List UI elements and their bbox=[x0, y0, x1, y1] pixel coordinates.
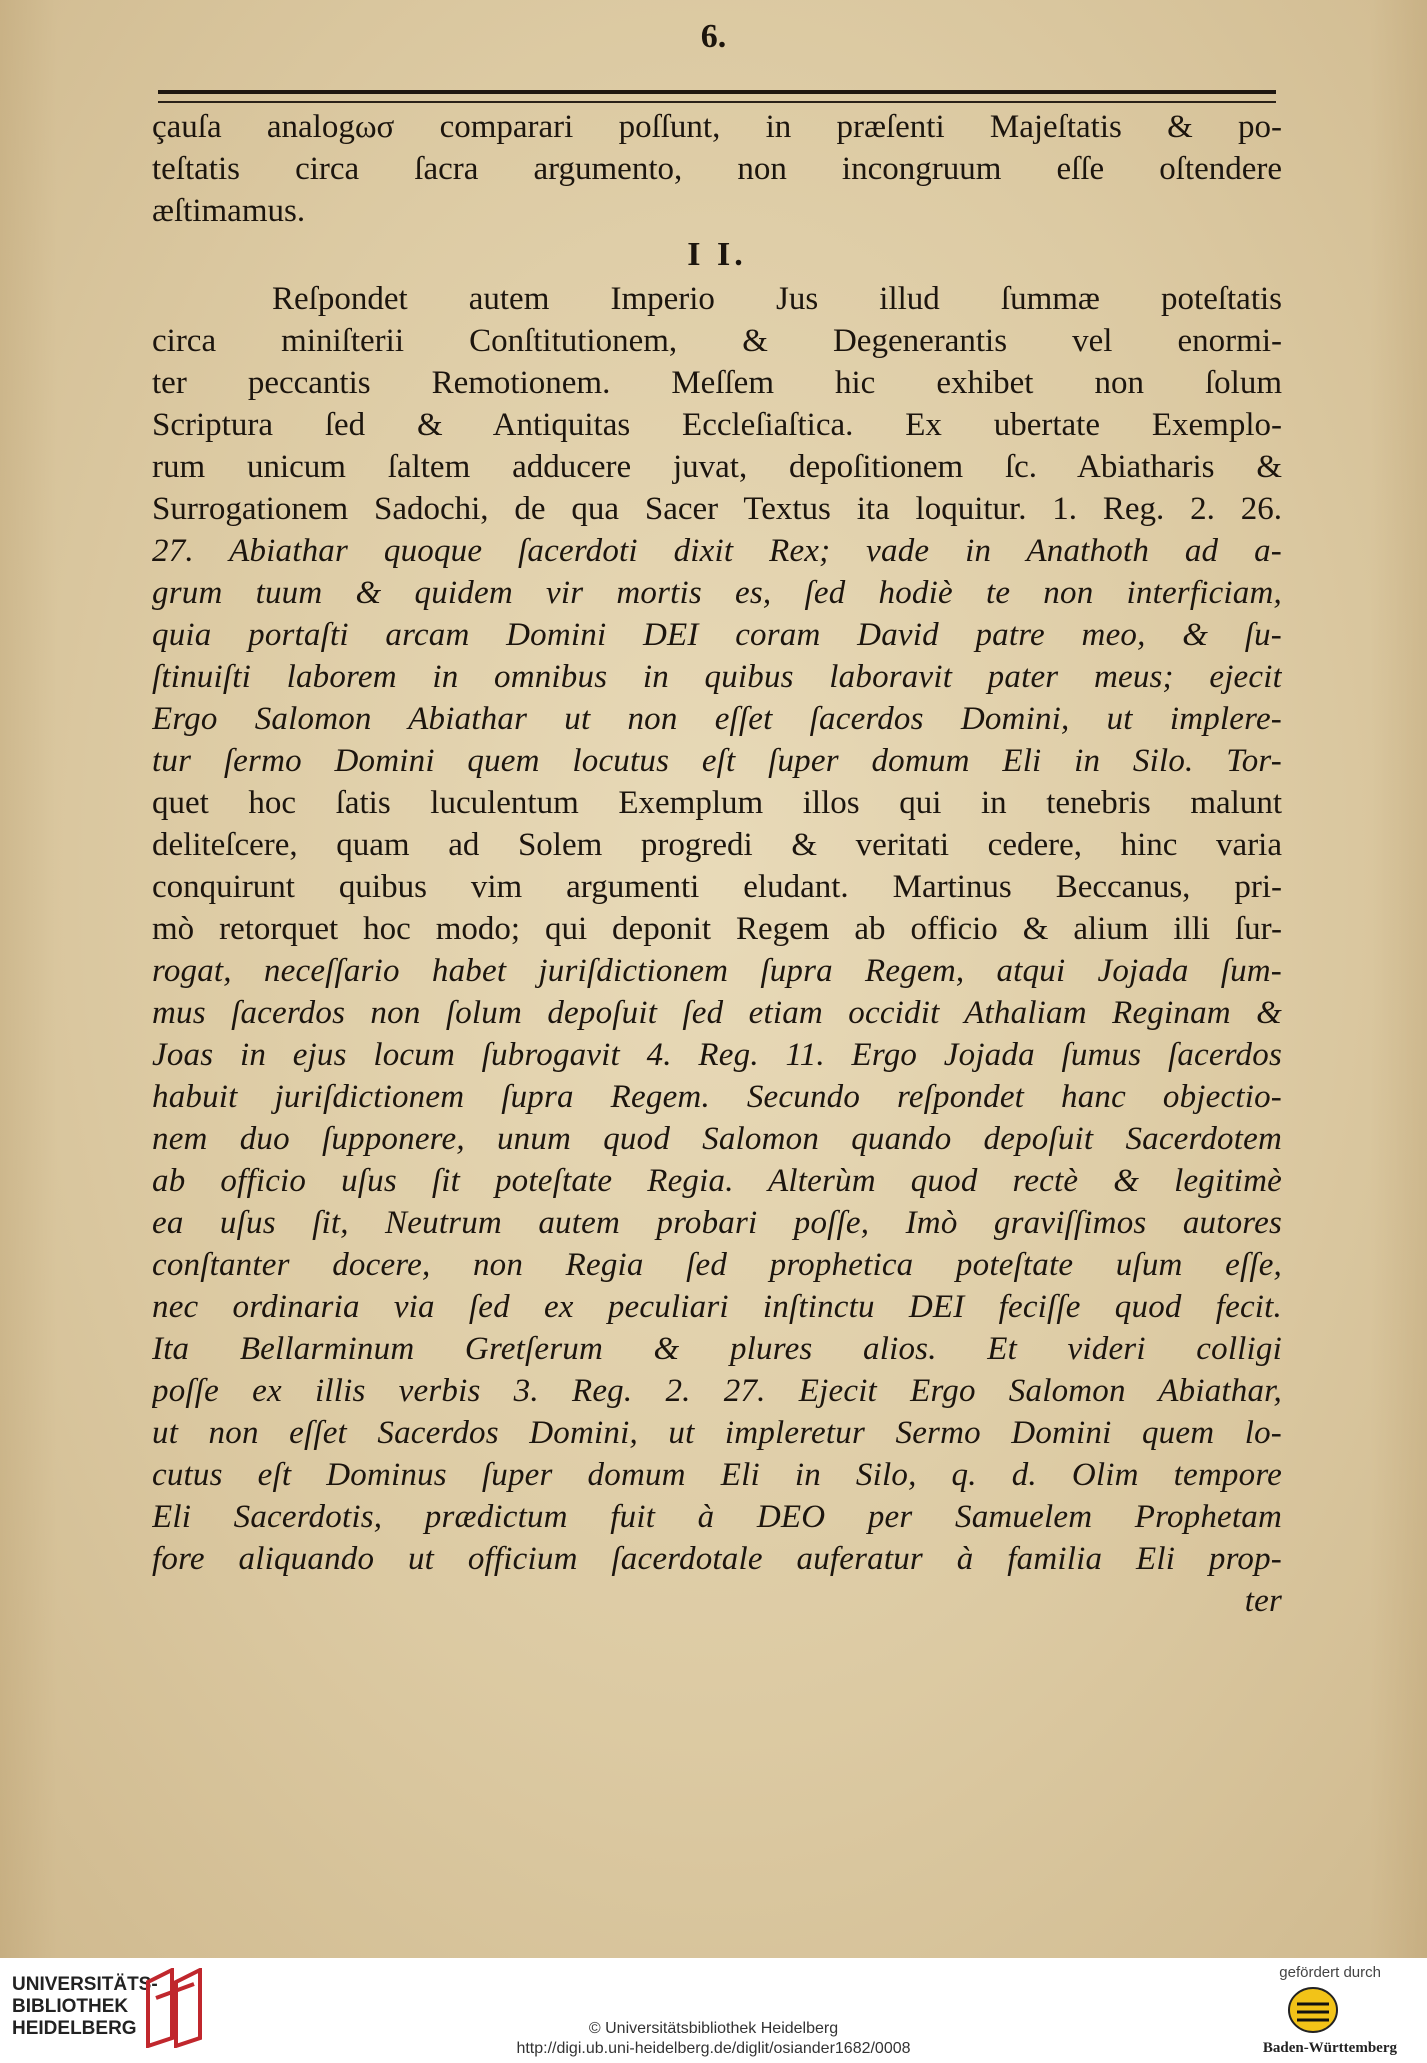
text-line: ab officio uſus ſit poteſtate Regia. Alterùm quod rectè & legitimè bbox=[152, 1163, 1282, 1199]
text-line: quet hoc ſatis luculentum Exemplum illos qui in tenebris malunt bbox=[152, 785, 1282, 821]
text-line: Joas in ejus locum ſubrogavit 4. Reg. 11. Ergo Jojada ſumus ſacerdos bbox=[152, 1037, 1282, 1073]
text-line: habuit juriſdictionem ſupra Regem. Secundo reſpondet hanc objectio- bbox=[152, 1079, 1282, 1115]
page-number: 6. bbox=[700, 18, 727, 55]
copyright-text: © Universitätsbibliothek Heidelberg bbox=[588, 2020, 839, 2037]
text-line: çauſa analogωσ comparari poſſunt, in præſenti Majeſtatis & po- bbox=[152, 109, 1282, 145]
text-line: rum unicum ſaltem adducere juvat, depoſitionem ſc. Abiatharis & bbox=[152, 449, 1282, 485]
library-name-line: HEIDELBERG bbox=[12, 2018, 137, 2039]
text-line: teſtatis circa ſacra argumento, non incongruum eſſe oſtendere bbox=[152, 151, 1282, 187]
text-line: Scriptura ſed & Antiquitas Eccleſiaſtica. Ex ubertate Exemplo- bbox=[152, 407, 1282, 443]
library-name-line: UNIVERSITÄTS- bbox=[12, 1974, 158, 1995]
text-line: ter peccantis Remotionem. Meſſem hic exhibet non ſolum bbox=[152, 365, 1282, 401]
text-line: quia portaſti arcam Domini DEI coram David patre meo, & ſu- bbox=[152, 617, 1282, 653]
text-line: deliteſcere, quam ad Solem progredi & veritati cedere, hinc varia bbox=[152, 827, 1282, 863]
state-coat-of-arms-icon bbox=[1287, 1984, 1339, 2036]
text-line: mus ſacerdos non ſolum depoſuit ſed etiam occidit Athaliam Reginam & bbox=[152, 995, 1282, 1031]
text-line: nem duo ſupponere, unum quod Salomon quando depoſuit Sacerdotem bbox=[152, 1121, 1282, 1157]
section-heading: I I. bbox=[687, 236, 747, 273]
permalink-url[interactable]: http://digi.ub.uni-heidelberg.de/diglit/osiander1682/0008 bbox=[516, 2040, 911, 2057]
header-rule-thin bbox=[158, 101, 1276, 103]
text-line: conſtanter docere, non Regia ſed prophetica poteſtate uſum eſſe, bbox=[152, 1247, 1282, 1283]
text-line: rogat, neceſſario habet juriſdictionem ſupra Regem, atqui Jojada ſum- bbox=[152, 953, 1282, 989]
sponsor-name[interactable]: Baden-Württemberg bbox=[1262, 2040, 1397, 2056]
text-line: tur ſermo Domini quem locutus eſt ſuper domum Eli in Silo. Tor- bbox=[152, 743, 1282, 779]
text-line: Ergo Salomon Abiathar ut non eſſet ſacerdos Domini, ut implere- bbox=[152, 701, 1282, 737]
footer-bar bbox=[0, 1958, 1427, 2063]
library-name-line: BIBLIOTHEK bbox=[12, 1996, 129, 2017]
text-line: æſtimamus. bbox=[152, 193, 306, 229]
text-line: nec ordinaria via ſed ex peculiari inſtinctu DEI feciſſe quod fecit. bbox=[152, 1289, 1282, 1325]
text-line: ut non eſſet Sacerdos Domini, ut impleretur Sermo Domini quem lo- bbox=[152, 1415, 1282, 1451]
text-line: conquirunt quibus vim argumenti eludant. Martinus Beccanus, pri- bbox=[152, 869, 1282, 905]
text-line: grum tuum & quidem vir mortis es, ſed hodiè te non interficiam, bbox=[152, 575, 1282, 611]
text-line: Surrogationem Sadochi, de qua Sacer Textus ita loquitur. 1. Reg. 2. 26. bbox=[152, 491, 1282, 527]
text-line: 27. Abiathar quoque ſacerdoti dixit Rex; vade in Anathoth ad a- bbox=[152, 533, 1282, 569]
text-line: fore aliquando ut officium ſacerdotale auferatur à familia Eli prop- bbox=[152, 1541, 1282, 1577]
text-line: ea uſus ſit, Neutrum autem probari poſſe, Imò graviſſimos autores bbox=[152, 1205, 1282, 1241]
text-line: circa miniſterii Conſtitutionem, & Degenerantis vel enormi- bbox=[152, 323, 1282, 359]
catchword: ter bbox=[1244, 1583, 1282, 1619]
text-line: mò retorquet hoc modo; qui deponit Regem ab officio & alium illi ſur- bbox=[152, 911, 1282, 947]
text-line: ſtinuiſti laborem in omnibus in quibus laboravit pater meus; ejecit bbox=[152, 659, 1282, 695]
text-line: Reſpondet autem Imperio Jus illud ſummæ poteſtatis bbox=[272, 281, 1282, 317]
text-line: poſſe ex illis verbis 3. Reg. 2. 27. Ejecit Ergo Salomon Abiathar, bbox=[152, 1373, 1282, 1409]
text-line: cutus eſt Dominus ſuper domum Eli in Silo, q. d. Olim tempore bbox=[152, 1457, 1282, 1493]
text-line: Ita Bellarminum Gretſerum & plures alios. Et videri colligi bbox=[152, 1331, 1282, 1367]
body-text bbox=[152, 106, 1282, 1622]
sponsor-label: gefördert durch bbox=[1279, 1964, 1381, 1981]
header-rule bbox=[158, 90, 1276, 94]
text-line: Eli Sacerdotis, prædictum fuit à DEO per Samuelem Prophetam bbox=[152, 1499, 1282, 1535]
